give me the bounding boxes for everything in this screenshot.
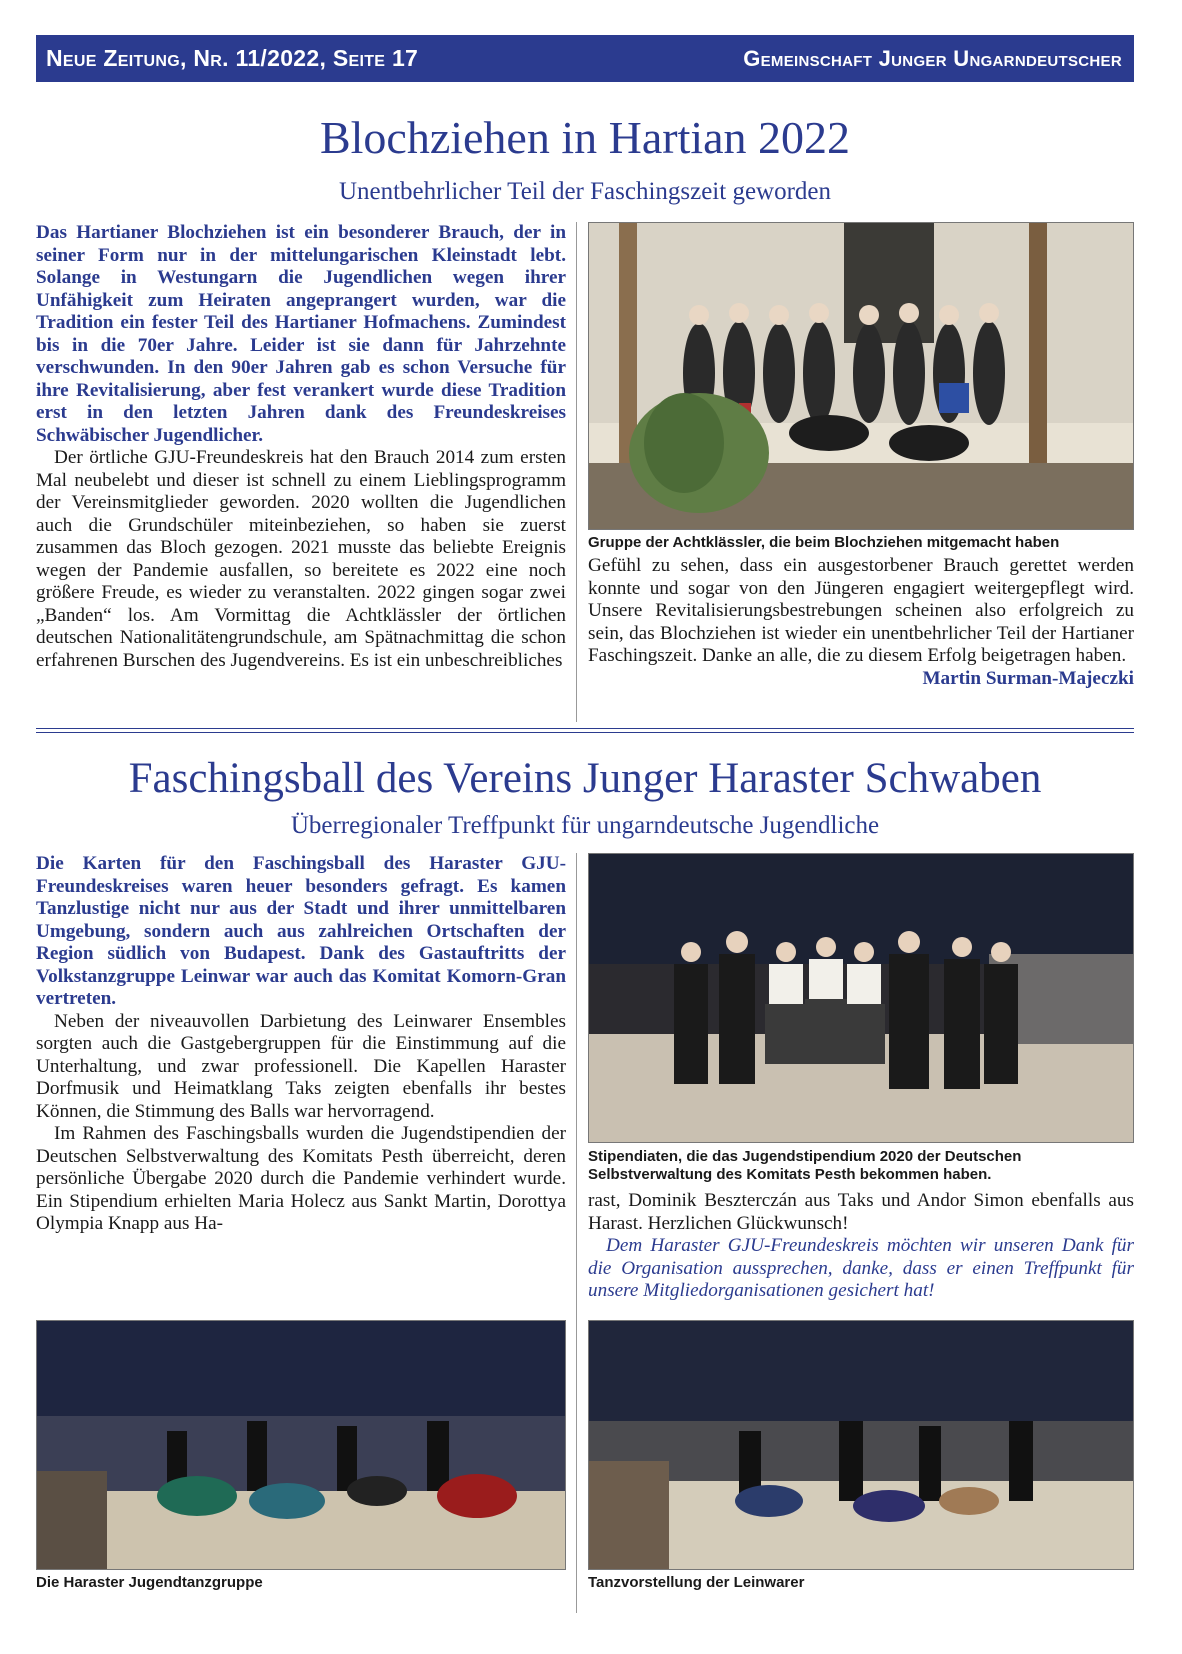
article1-author: Martin Surman-Majeczki [922, 667, 1134, 689]
article2-body-right: rast, Dominik Beszterczán aus Taks und Andor Simon ebenfalls aus Harast. Herzlichen Glückwunsch! [588, 1190, 1134, 1234]
article1-body-right: Gefühl zu sehen, dass ein ausgestorbener Brauch gerettet werden konnte und sogar von den Jüngeren engagiert weitergepflegt wird. Unsere Revitalisierungsbestrebungen scheinen also erfolgreich zu sein, das Blochziehen ist wieder ein unentbehrlicher Teil der Hartianer Faschingszeit. Danke an alle, die zu diesem Erfolg beigetragen haben. [588, 555, 1134, 666]
leinwar-dance-photo-image [589, 1321, 1134, 1570]
article2-closing: Dem Haraster GJU-Freundeskreis möchten wir unseren Dank für die Organisation aussprechen, danke, dass er einen Treffpunkt für unsere Mitgliedorganisationen gesichert hat! [588, 1235, 1134, 1301]
article2-paragraph-2: Neben der niveauvollen Darbietung des Leinwarer Ensembles sorgten auch die Gastgebergruppen für die Einstimmung auf die Unterhaltung, und zwar professionell. Die Kapellen Haraster Dorfmusik und Heimatklang Taks zeigten ebenfalls ihr bestes Können, die Stimmung des Balls war hervorragend. [36, 1010, 566, 1122]
photo-achtklaessler [588, 222, 1134, 530]
article2-paragraph-3: Im Rahmen des Faschingsballs wurden die Jugendstipendien der Deutschen Selbstverwaltung des Komitats Pesth überreicht, deren persönliche Übergabe 2020 durch die Pandemie verhindert wurde. Ein Stipendium erhielten Maria Holecz aus Sankt Martin, Dorottya Olympia Knapp aus Ha- [36, 1123, 566, 1234]
article2-right-column [588, 1190, 1134, 1303]
article2-photo-caption: Stipendiaten, die das Jugendstipendium 2020 der Deutschen Selbstverwaltung des Komitats Pesth bekommen haben. [588, 1148, 1022, 1183]
article1-left-column [36, 222, 566, 672]
article2-lead: Die Karten für den Faschingsball des Haraster GJU-Freundeskreises waren heuer besonders gefragt. Es kamen Tanzlustige nicht nur aus der Stadt und ihrer unmittelbaren Umgebung, sondern auch aus zahlreichen Ortschaften der Region südlich von Budapest. Dank des Gastauftritts der Volkstanzgruppe Leinwar war auch das Komitat Komorn-Gran vertreten. [36, 853, 566, 1009]
article1-photo-caption: Gruppe der Achtklässler, die beim Blochziehen mitgemacht haben [588, 534, 1060, 551]
issue-info: Neue Zeitung, Nr. 11/2022, Seite 17 [46, 45, 419, 71]
bottom-right-caption: Tanzvorstellung der Leinwarer [588, 1574, 805, 1591]
article2-subtitle: Überregionaler Treffpunkt für ungarndeutsche Jugendliche [290, 812, 880, 839]
group-photo-image [589, 223, 1134, 530]
article1-subtitle: Unentbehrlicher Teil der Faschingszeit geworden [338, 178, 832, 205]
column-divider [576, 222, 577, 722]
article2-left-column [36, 853, 566, 1236]
bottom-left-caption: Die Haraster Jugendtanzgruppe [36, 1574, 263, 1591]
photo-leinwarer [588, 1320, 1134, 1570]
article1-body-left: Der örtliche GJU-Freundeskreis hat den Brauch 2014 zum ersten Mal neubelebt und dieser ist schnell zu einem Lieblingsprogramm der Vereinsmitglieder geworden. 2020 wollten die Jugendlichen auch die Grundschüler miteinbeziehen, so haben sie zuerst zusammen das Bloch gezogen. 2021 musste das beliebte Ereignis wegen der Pandemie ausfallen, so bereitete es 2022 eine noch größere Freude, es wieder zu veranstalten. 2022 gingen sogar zwei „Banden“ los. Am Vormittag die Achtklässler der örtlichen deutschen Nationalitätengrundschule, am Spätnachmittag die schon erfahrenen Burschen des Jugendvereins. Es ist ein unbeschreibliches [36, 447, 566, 671]
section-name: Gemeinschaft Junger Ungarndeutscher [743, 45, 1122, 71]
article1-lead: Das Hartianer Blochziehen ist ein besonderer Brauch, der in seiner Form nur in der mittelungarischen Kleinstadt lebt. Solange in Westungarn die Jugendlichen wegen ihrer Unfähigkeit zum Heiraten angeprangert wurden, war die Tradition ein fester Teil des Hartianer Hofmachens. Zumindest bis in die 70er Jahre. Leider ist sie dann für Jahrzehnte verschwunden. In den 90er Jahren gab es schon Versuche für ihre Revitalisierung, aber fest verankert wurde diese Tradition erst in den letzten Jahren dank des Freundeskreises Schwäbischer Jugendlicher. [36, 222, 566, 446]
section-divider [36, 728, 1134, 729]
photo-stipendiaten [588, 853, 1134, 1143]
page-header [36, 35, 1134, 82]
article2-title: Faschingsball des Vereins Junger Haraster Schwaben [128, 755, 1042, 802]
article1-right-column [588, 555, 1134, 690]
photo-jugendtanzgruppe [36, 1320, 566, 1570]
section-divider-second [36, 732, 1134, 733]
column-divider-article2 [576, 853, 577, 1613]
scholarship-photo-image [589, 854, 1134, 1143]
dance-group-photo-image [37, 1321, 566, 1570]
article1-title: Blochziehen in Hartian 2022 [319, 112, 851, 163]
